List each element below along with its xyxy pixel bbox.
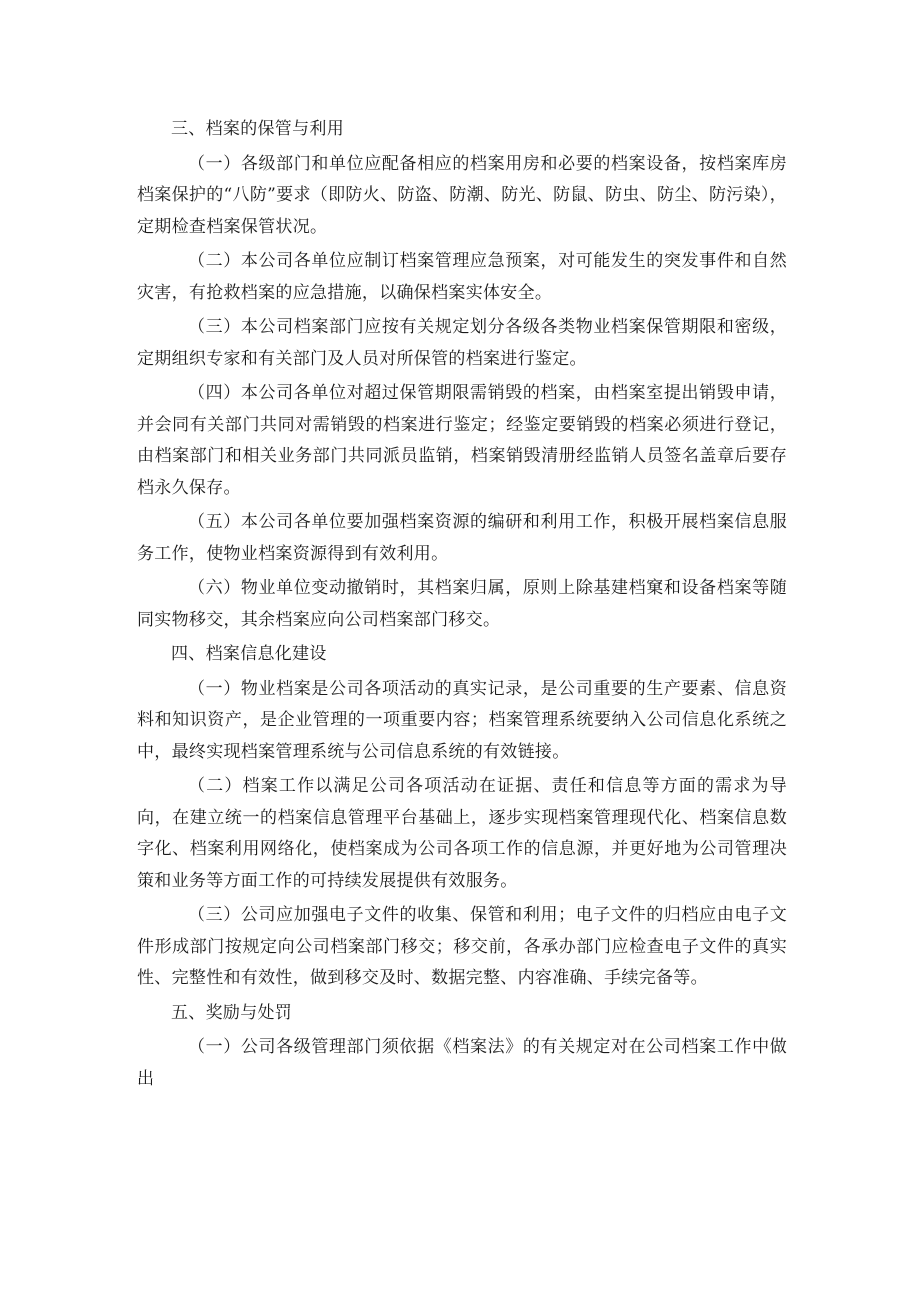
paragraph: （三）公司应加强电子文件的收集、保管和利用；电子文件的归档应由电子文件形成部门按规定向公司档案部门移交；移交前，各承办部门应检查电子文件的真实性、完整性和有效性，做到移交及时、数据完整、内容准确、手续完备等。 bbox=[137, 905, 787, 988]
section-heading-informatization: 四、档案信息化建设 bbox=[171, 644, 327, 664]
section-heading-rewards-and-penalties: 五、奖励与处罚 bbox=[171, 1002, 293, 1023]
document-body bbox=[137, 114, 787, 1098]
paragraph: （三）本公司档案部门应按有关规定划分各级各类物业档案保管期限和密级，定期组织专家和有关部门及人员对所保管的档案进行鉴定。 bbox=[137, 317, 787, 369]
paragraph: （六）物业单位变动撤销时，其档案归属，原则上除基建档窠和设备档案等随同实物移交，其余档案应向公司档案部门移交。 bbox=[137, 578, 787, 630]
paragraph: （二）本公司各单位应制订档案管理应急预案，对可能发生的突发事件和自然灾害，有抢救档案的应急措施，以确保档案实体安全。 bbox=[137, 251, 787, 303]
paragraph: （五）本公司各单位要加强档案资源的编研和利用工作，积极开展档案信息服务工作，使物业档案资源得到有效利用。 bbox=[137, 512, 787, 564]
paragraph: （二）档案工作以满足公司各项活动在证据、责任和信息等方面的需求为导向，在建立统一的档案信息管理平台基础上，逐步实现档案管理现代化、档案信息数字化、档案利用网络化，使档案成为公司各项工作的信息源，并更好地为公司管理决策和业务等方面工作的可持续发展提供有效服务。 bbox=[137, 776, 787, 891]
paragraph: （一）各级部门和单位应配备相应的档案用房和必要的档案设备，按档案库房档案保护的“八防”要求（即防火、防盗、防潮、防光、防鼠、防虫、防尘、防污染），定期检查档案保管状况。 bbox=[137, 153, 787, 237]
section-heading-storage-and-use: 三、档案的保管与利用 bbox=[171, 119, 344, 139]
paragraph: （一）公司各级管理部门须依据《档案法》的有关规定对在公司档案工作中做出 bbox=[137, 1037, 787, 1089]
paragraph: （四）本公司各单位对超过保管期限需销毁的档案，由档案室提出销毁申请，并会同有关部门共同对需销毁的档案进行鉴定；经鉴定要销毁的档案必须进行登记，由档案部门和相关业务部门共同派员监销，档案销毁清册经监销人员签名盖章后要存档永久保存。 bbox=[137, 383, 787, 498]
paragraph: （一）物业档案是公司各项活动的真实记录，是公司重要的生产要素、信息资料和知识资产，是企业管理的一项重要内容；档案管理系统要纳入公司信息化系统之中，最终实现档案管理系统与公司信息系统的有效链接。 bbox=[137, 678, 787, 762]
